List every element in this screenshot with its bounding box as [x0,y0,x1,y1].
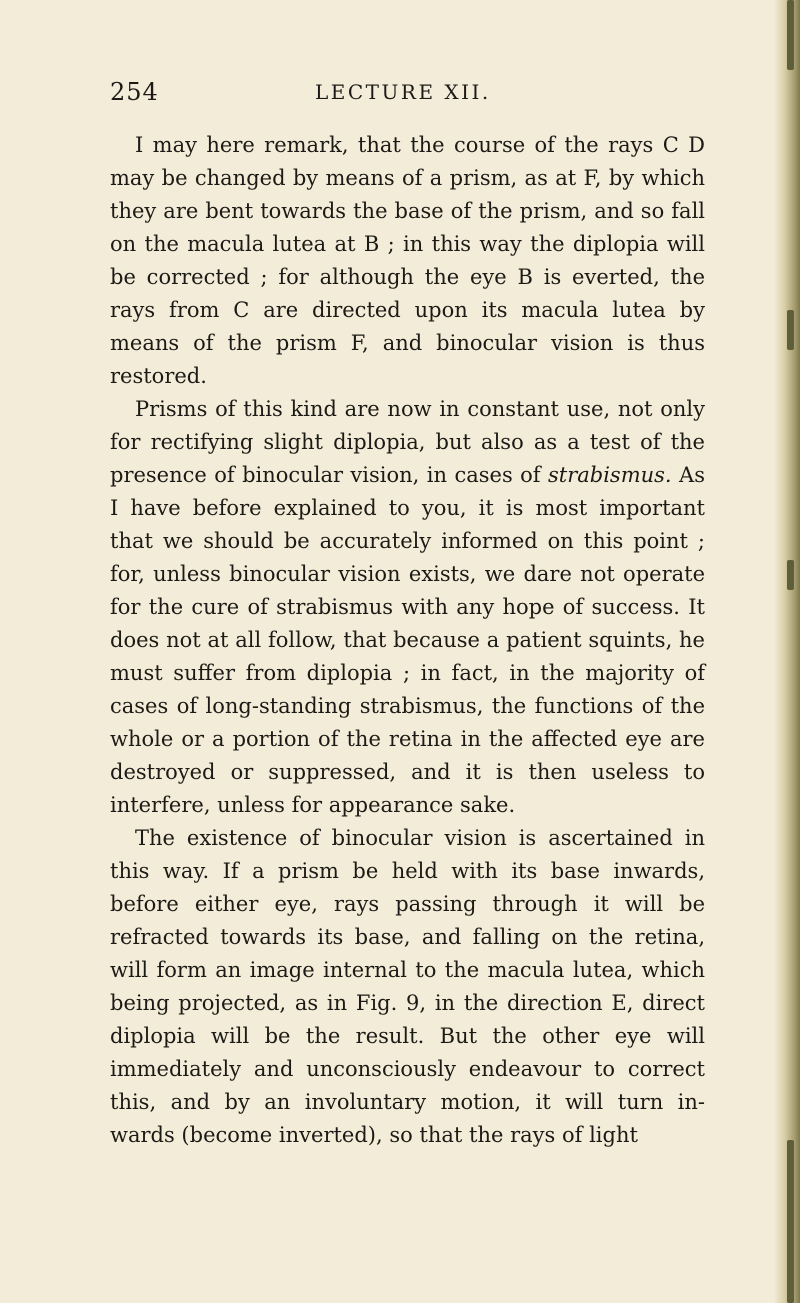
paragraph-prisms-use-lead: Prisms of this kind are now in constant use, not only for rectifying slight diplopia, but also as a test of the presence of binocular vision, in cases of [110,397,705,487]
body-text [110,129,705,1152]
page-number: 254 [110,78,159,106]
paragraph-prisms-use [110,393,705,822]
page-edge-mark [787,310,794,350]
running-title: LECTURE XII. [315,80,491,104]
paragraph-binocular-test: The existence of binocular vision is ascertained in this way. If a prism be held with its base inwards, before either eye, rays passing through it will be refracted towards its base, and falling on the retina, will form an image internal to the macula lutea, which being projected, as in Fig. 9, in the direction E, direct diplopia will be the result. But the other eye will immediately and unconsciously endeavour to correct this, and by an involuntary motion, it will turn in- wards (become inverted), so that the rays of light [110,826,705,1147]
page-edge-mark [787,560,794,590]
paragraph-prisms-use-rest: As I have before explained to you, it is most important that we should be accurately informed on this point ; for, unless binocular vision exists, we dare not operate for the cure of strabismus with any hope of success. It does not at all follow, that because a patient squints, he must suffer from diplopia ; in fact, in the majority of cases of long-standing strabismus, the functions of the whole or a portion of the retina in the affected eye are destroyed or suppressed, and it is then useless to interfere, unless for appearance sake. [110,463,705,817]
page-edge-shadow [774,0,800,1303]
page-edge-mark [787,0,794,70]
running-head [110,78,750,108]
page-edge-mark [787,1140,794,1303]
emphasis-strabismus: strabismus. [548,463,672,487]
paragraph-prism-remark: I may here remark, that the course of the rays C D may be changed by means of a prism, as at F, by which they are bent towards the base of the prism, and so fall on the macula lutea at B ; in this way the diplopia will be corrected ; for although the eye B is everted, the rays from C are directed upon its macula lutea by means of the prism F, and binocular vision is thus restored. [110,133,705,388]
